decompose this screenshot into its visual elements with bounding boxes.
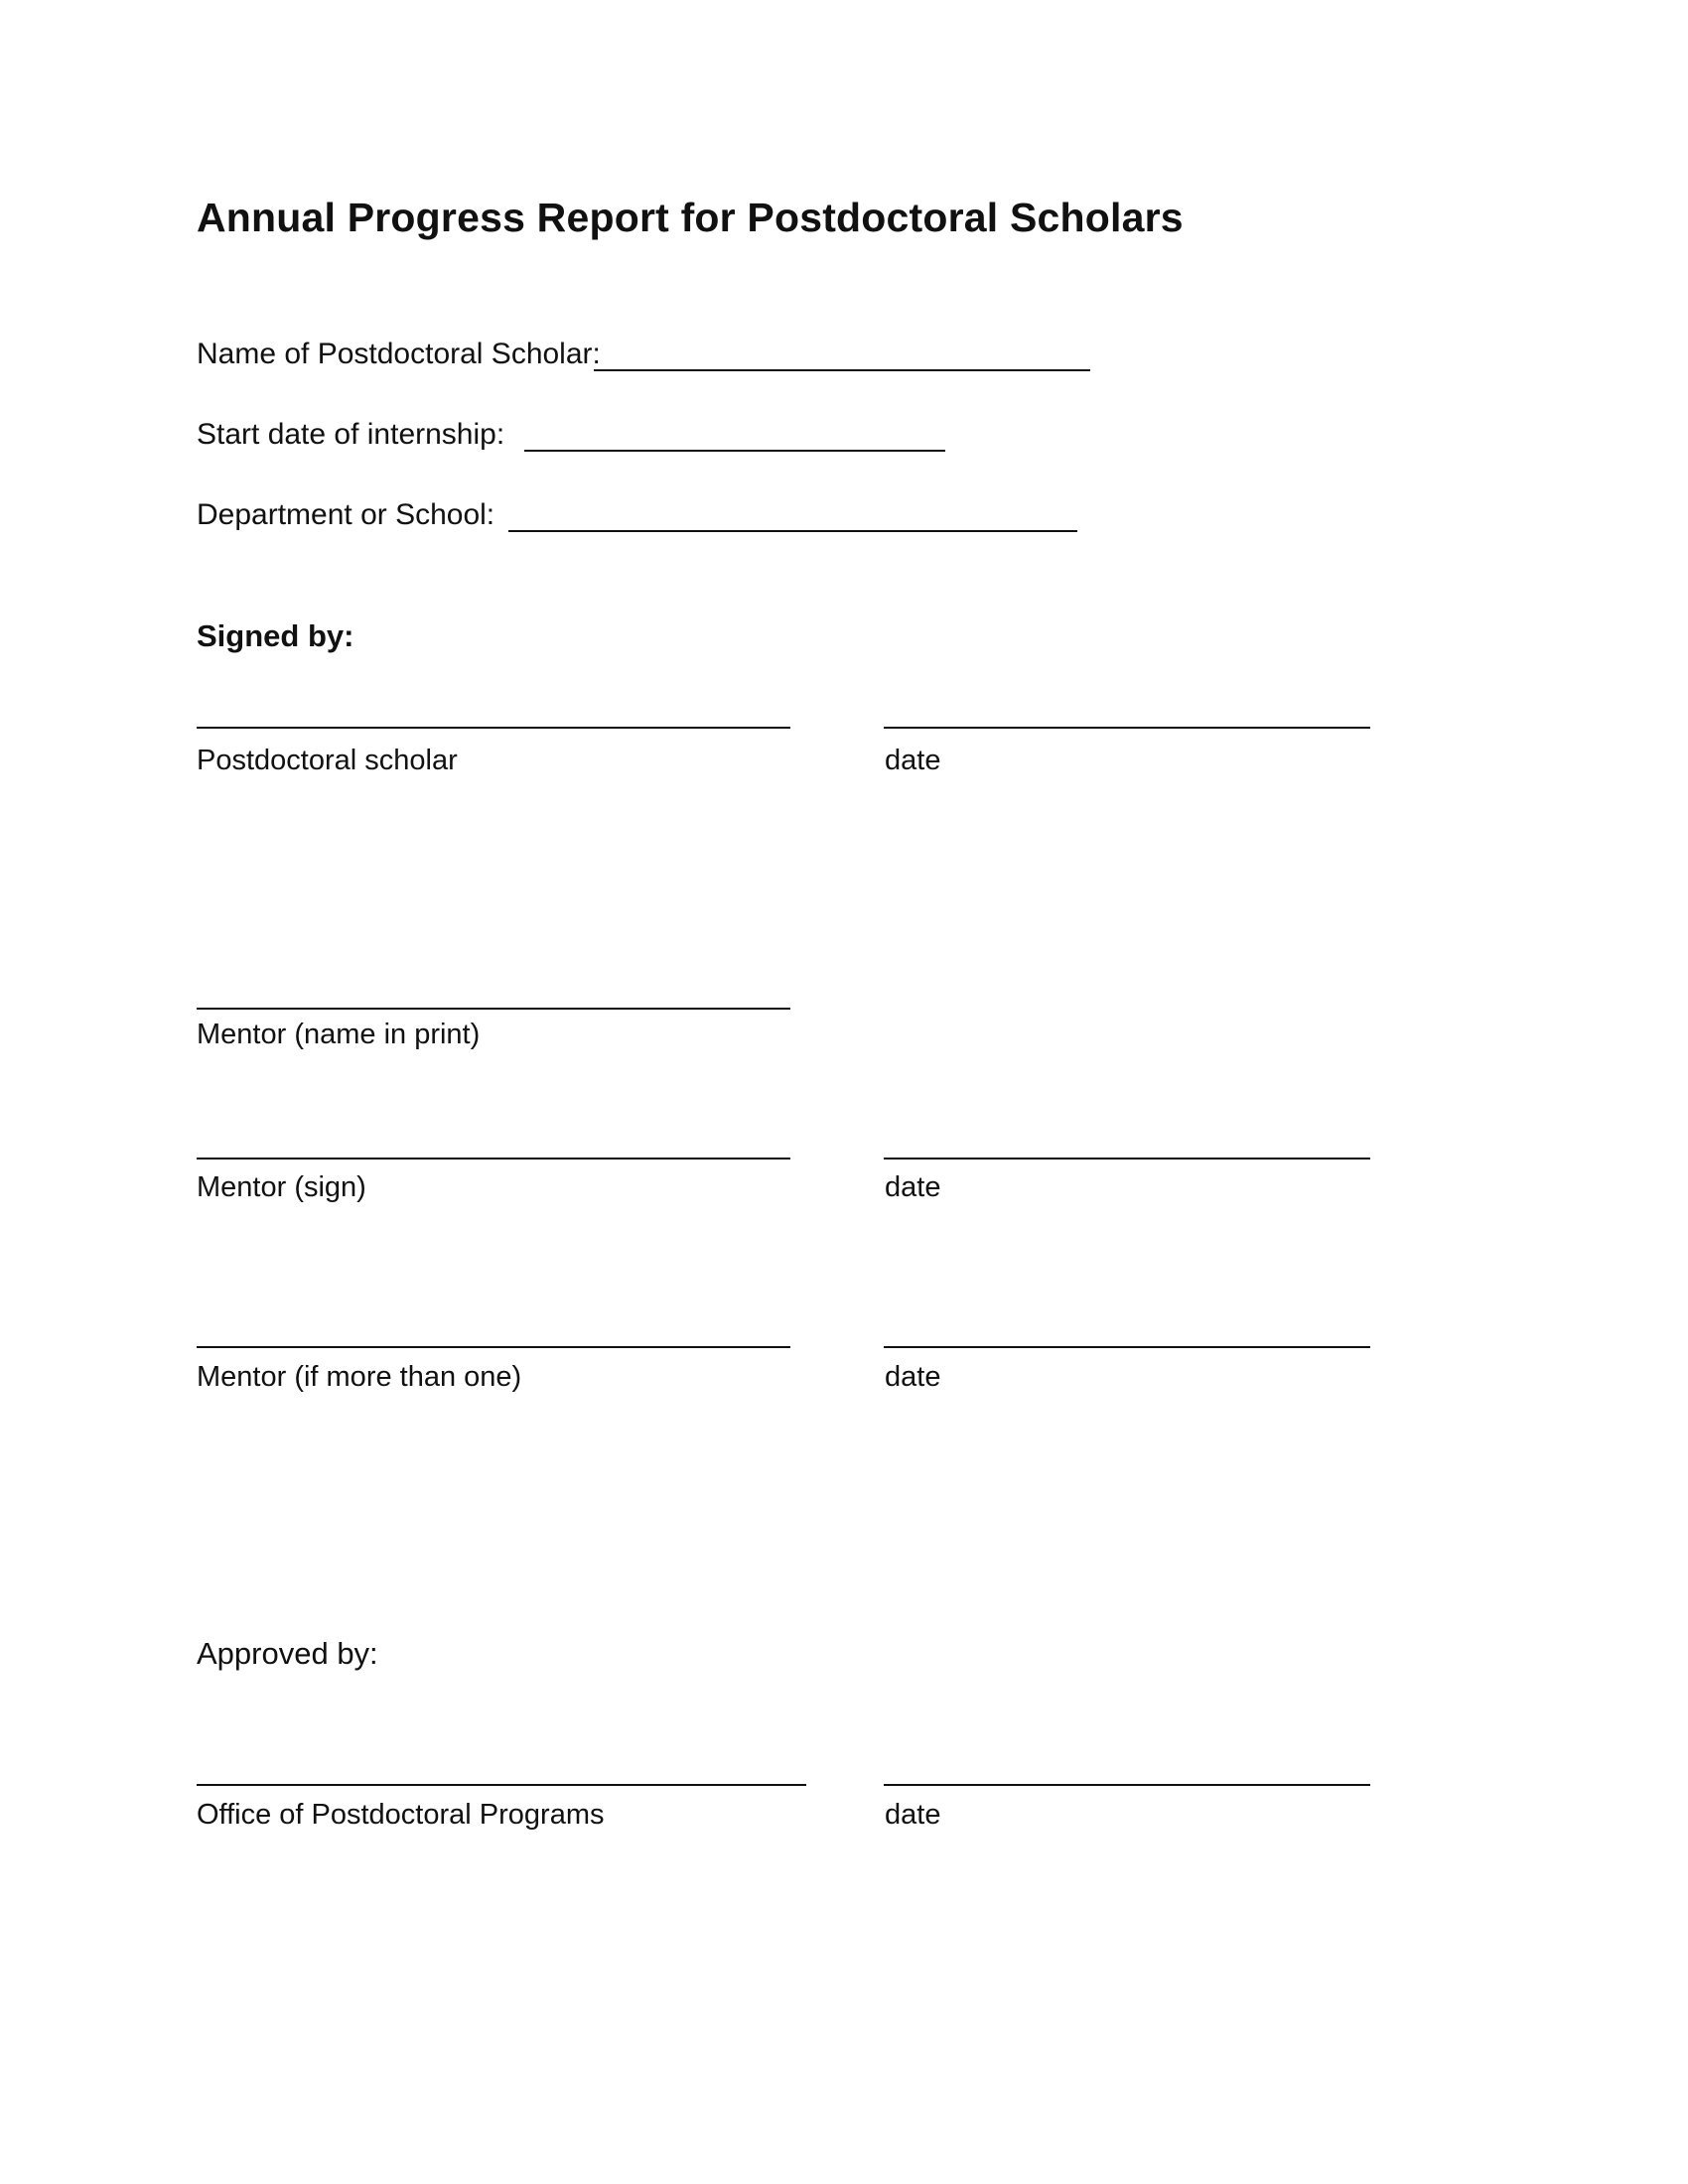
department-label: Department or School: [197, 498, 495, 531]
scholar-name-field[interactable] [594, 369, 1090, 371]
start-date-field[interactable] [524, 450, 945, 452]
mentor-print-line[interactable] [197, 1008, 790, 1010]
mentor-sign-caption: Mentor (sign) [197, 1171, 366, 1203]
office-signature-line[interactable] [197, 1784, 806, 1786]
mentor-sign-date-line[interactable] [884, 1158, 1370, 1160]
mentor-extra-caption: Mentor (if more than one) [197, 1361, 522, 1393]
approved-by-heading: Approved by: [197, 1636, 378, 1671]
office-caption: Office of Postdoctoral Programs [197, 1799, 605, 1831]
postdoc-signature-line[interactable] [197, 727, 790, 729]
mentor-print-caption: Mentor (name in print) [197, 1019, 481, 1050]
mentor-sign-date-caption: date [885, 1171, 941, 1203]
mentor-extra-date-caption: date [885, 1361, 941, 1393]
postdoc-date-line[interactable] [884, 727, 1370, 729]
postdoc-signature-caption: Postdoctoral scholar [197, 745, 458, 776]
page-title: Annual Progress Report for Postdoctoral Scholars [197, 195, 1184, 240]
scholar-name-label: Name of Postdoctoral Scholar: [197, 338, 601, 370]
postdoc-date-caption: date [885, 745, 941, 776]
mentor-extra-line[interactable] [197, 1346, 790, 1348]
mentor-sign-line[interactable] [197, 1158, 790, 1160]
office-date-line[interactable] [884, 1784, 1370, 1786]
start-date-label: Start date of internship: [197, 418, 505, 451]
mentor-extra-date-line[interactable] [884, 1346, 1370, 1348]
department-field[interactable] [508, 530, 1077, 532]
signed-by-heading: Signed by: [197, 618, 354, 653]
office-date-caption: date [885, 1799, 941, 1831]
